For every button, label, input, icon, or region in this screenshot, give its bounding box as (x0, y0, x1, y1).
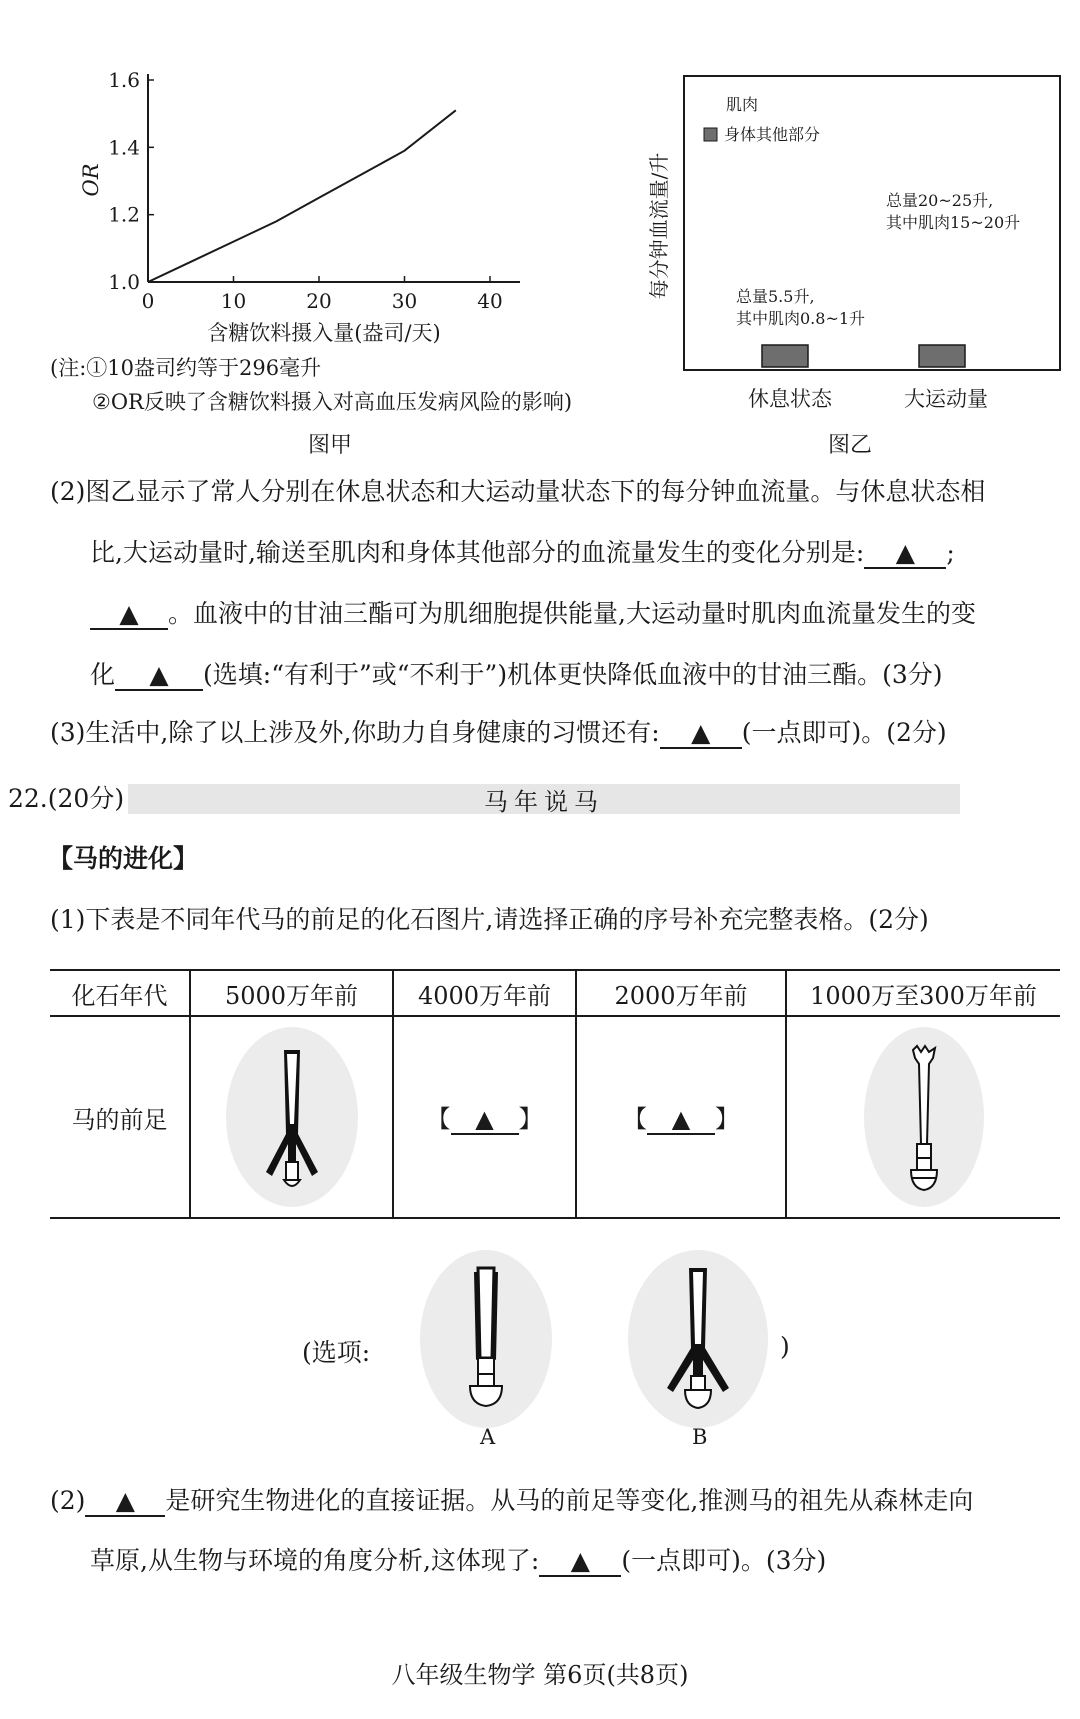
chart-jia-x-tick-label: 30 (391, 289, 418, 313)
chart-yi-category-rest: 休息状态 (748, 387, 832, 411)
chart-jia-xlabel: 含糖饮料摄入量(盎司/天) (207, 321, 441, 345)
chart-jia-series-line (148, 110, 456, 282)
q22-p2-line1 (50, 1484, 973, 1518)
options-suffix: ) (780, 1332, 790, 1361)
q21-p2-line2-text: 比,大运动量时,输送至肌肉和身体其他部分的血流量发生的变化分别是: (90, 538, 865, 567)
chart-yi-annotation-exercise-1: 总量20~25升, (886, 191, 994, 210)
bracket-open: 【 (426, 1105, 451, 1133)
fossil-table (50, 969, 1060, 1219)
table-row-label: 马的前足 (50, 1016, 190, 1218)
q21-p2-line4-a: 化 (90, 660, 116, 689)
answer-blank[interactable]: ▲ (539, 1547, 621, 1577)
q22-number: 22.(20分) (8, 784, 125, 813)
options-prefix: (选项: (302, 1338, 371, 1367)
fossil-three-toe-image (222, 1024, 362, 1210)
bracket-close: 】 (715, 1105, 739, 1133)
q22-p1: (1)下表是不同年代马的前足的化石图片,请选择正确的序号补充完整表格。(2分) (50, 905, 929, 934)
answer-blank[interactable]: ▲ (647, 1105, 715, 1135)
q21-p3-b: (一点即可)。(2分) (741, 718, 947, 747)
chart-jia-x-tick-label: 20 (306, 289, 332, 313)
answer-blank[interactable]: ▲ (85, 1487, 165, 1517)
option-b-label: B (692, 1425, 708, 1449)
answer-blank[interactable]: ▲ (90, 600, 168, 630)
chart-yi-bar-exercise (919, 345, 965, 367)
chart-yi-category-exercise: 大运动量 (904, 387, 988, 411)
chart-yi-ylabel: 每分钟血流量/升 (647, 152, 671, 300)
chart-jia-x-tick-label: 40 (477, 289, 503, 313)
q22-p2-line2-a: 草原,从生物与环境的角度分析,这体现了: (90, 1546, 540, 1575)
q22-p2-line1-a: (2) (50, 1486, 86, 1515)
chart-jia-y-tick-label: 1.6 (108, 68, 140, 92)
chart-yi-annotation-exercise-2: 其中肌肉15~20升 (886, 213, 1021, 232)
chart-jia-y-tick-label: 1.4 (108, 135, 140, 160)
fossil-cell-1000-300 (786, 1016, 1060, 1218)
q21-p2-line4 (90, 658, 942, 692)
answer-blank[interactable]: ▲ (864, 539, 946, 569)
chart-jia-y-tick-label: 1.2 (108, 202, 140, 227)
chart-jia-ylabel: OR (79, 163, 103, 197)
chart-jia-caption: 图甲 (307, 433, 352, 458)
q21-p3-a: (3)生活中,除了以上涉及外,你助力自身健康的习惯还有: (50, 718, 660, 747)
page-footer: 八年级生物学 第6页(共8页) (391, 1661, 689, 1689)
q22-p2-line2-b: (一点即可)。(3分) (621, 1546, 827, 1575)
option-a-image[interactable] (418, 1248, 554, 1430)
chart-yi-caption: 图乙 (827, 433, 872, 458)
q22-p2-line1-b: 是研究生物进化的直接证据。从马的前足等变化,推测马的祖先从森林走向 (165, 1486, 974, 1515)
table-header: 4000万年前 (393, 970, 576, 1016)
chart-yi-legend-other-swatch (704, 128, 717, 141)
table-header: 2000万年前 (576, 970, 786, 1016)
q22-p2-line2 (90, 1544, 826, 1578)
fossil-single-toe-image (859, 1024, 989, 1210)
q21-p2-line2 (90, 536, 955, 570)
chart-jia-y-tick-label: 1.0 (108, 270, 140, 294)
table-header: 化石年代 (50, 970, 190, 1016)
answer-blank[interactable]: ▲ (115, 661, 203, 691)
q21-p2-line1: (2)图乙显示了常人分别在休息状态和大运动量状态下的每分钟血流量。与休息状态相 (50, 477, 986, 506)
answer-blank[interactable]: ▲ (660, 719, 742, 749)
chart-yi-annotation-rest-2: 其中肌肉0.8~1升 (736, 309, 866, 328)
q22-section-title: 【马的进化】 (48, 844, 199, 873)
answer-blank[interactable]: ▲ (451, 1105, 519, 1135)
chart-yi-legend-muscle: 肌肉 (726, 95, 759, 114)
fossil-cell-2000 (576, 1016, 786, 1218)
table-row (50, 1016, 1060, 1218)
chart-jia (70, 60, 540, 350)
q21-p2-line2-end: ; (946, 538, 955, 567)
q21-p2-line3-text: 。血液中的甘油三酯可为肌细胞提供能量,大运动量时肌肉血流量发生的变 (168, 599, 976, 628)
q22-banner: 马年说马 (128, 784, 960, 814)
fossil-cell-4000 (393, 1016, 576, 1218)
table-header: 1000万至300万年前 (786, 970, 1060, 1016)
chart-jia-x-tick-label: 10 (220, 289, 247, 313)
fossil-cell-5000 (190, 1016, 393, 1218)
q21-p2-line3 (90, 597, 976, 631)
chart-yi-bar-rest (762, 345, 808, 367)
chart-yi-annotation-rest-1: 总量5.5升, (736, 287, 815, 306)
chart-yi-legend-other: 身体其他部分 (724, 125, 821, 144)
table-header-row (50, 970, 1060, 1016)
option-b-image[interactable] (625, 1248, 771, 1430)
chart-jia-note-1: (注:①10盎司约等于296毫升 (50, 356, 322, 380)
bracket-open: 【 (623, 1105, 647, 1133)
bracket-close: 】 (518, 1105, 543, 1133)
chart-jia-x-tick-label: 0 (141, 289, 155, 313)
q21-p3 (50, 716, 947, 750)
chart-jia-note-2: ②OR反映了含糖饮料摄入对高血压发病风险的影响) (92, 390, 573, 414)
table-header: 5000万年前 (190, 970, 393, 1016)
chart-yi (640, 66, 1070, 426)
q21-p2-line4-b: (选填:“有利于”或“不利于”)机体更快降低血液中的甘油三酯。(3分) (203, 660, 943, 689)
option-a-label: A (480, 1425, 496, 1449)
